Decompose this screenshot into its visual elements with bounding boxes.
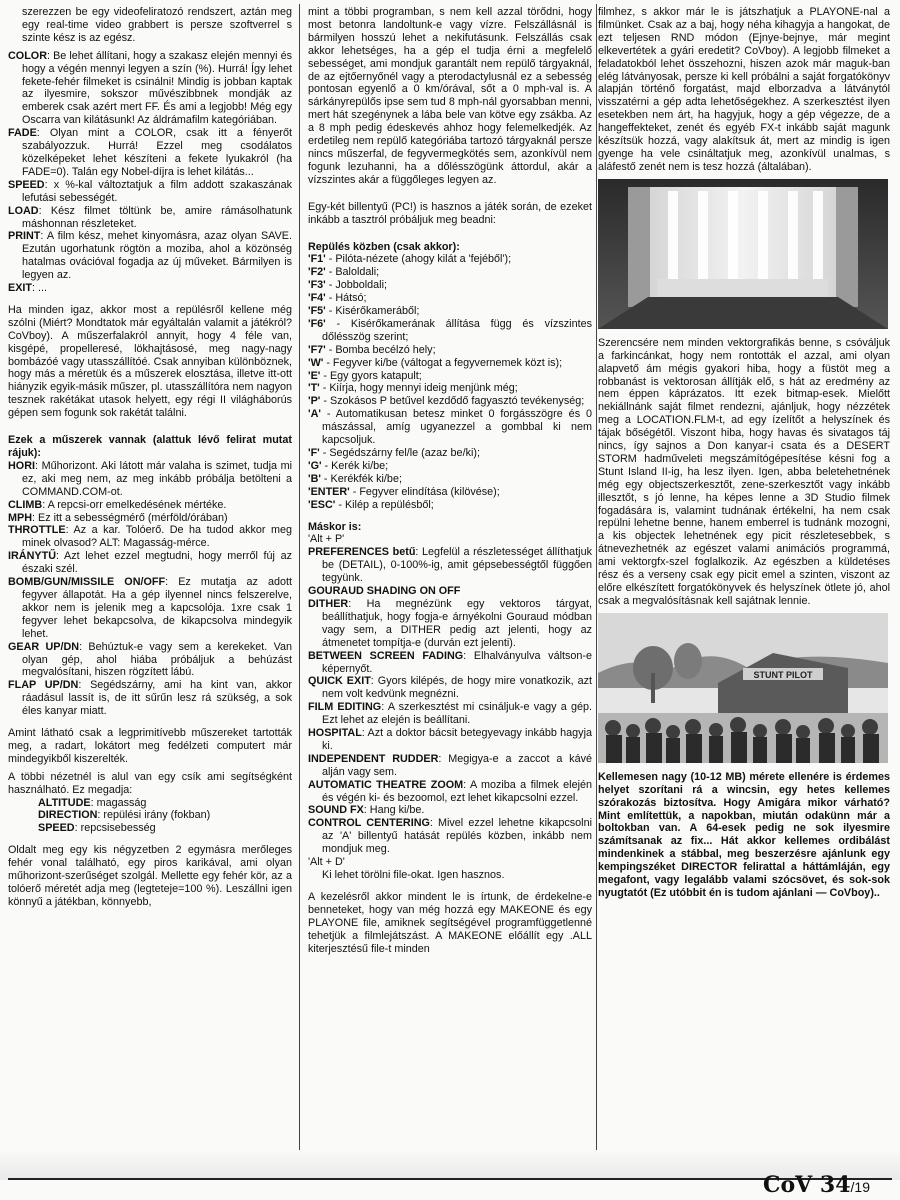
key-item — [308, 499, 592, 512]
page-number: /19 — [850, 1179, 870, 1195]
alt-d-text: Ki lehet törölni file-okat. Igen hasznos. — [322, 869, 505, 881]
instrument-item — [8, 576, 292, 641]
option-item — [308, 585, 592, 598]
key-item-text: - Fegyver ki/be (váltogat a fegyvernemek közt is); — [323, 356, 563, 369]
key-item-text: - Baloldali; — [325, 266, 380, 279]
status-item-key: DIRECTION — [38, 809, 98, 822]
status-item-key: ALTITUDE — [38, 796, 91, 809]
instrument-item-text: : Segédszárny, ami ha kint van, akkor ráadásul lassít is, de itt sűrűn lesz rá szükség, a sok éles kanyar miatt. — [22, 679, 292, 718]
key-item-text: - Kilép a repülésből; — [335, 498, 434, 511]
key-item — [308, 292, 592, 305]
page-footer — [763, 1172, 870, 1198]
menu-item — [8, 179, 292, 205]
paragraph: Egy-két billentyű (PC!) is hasznos a játék során, de ezeket inkább a tasztról próbáljuk meg beadni: — [308, 200, 592, 226]
key-item-key: 'F6' — [308, 317, 326, 330]
option-item — [308, 650, 592, 676]
menu-item-text: : Kész filmet töltünk be, amire rámásolhatunk máshonnan részleteket. — [22, 204, 292, 230]
menu-item-text: : ... — [32, 282, 47, 295]
menu-item-key: SPEED — [8, 178, 45, 191]
keyboard-list — [308, 253, 592, 511]
option-item-text: : Megigya-e a zaccot a kávé alján vagy sem. — [322, 752, 592, 778]
screenshot-cinema — [598, 179, 888, 329]
instrument-list — [8, 460, 292, 718]
key-item-text: - Egy gyors katapult; — [320, 369, 422, 382]
instrument-item — [8, 499, 292, 512]
status-item — [38, 809, 292, 822]
key-item-text: - Szokásos P betűvel kezdődő fagyasztó tevékenység; — [320, 395, 585, 408]
instrument-item-text: : Azt lehet ezzel megtudni, hogy merről fúj az északi szél. — [22, 550, 292, 576]
paragraph: mint a többi programban, s nem kell azzal törődni, hogy most betonra landoltunk-e vagy vízre. Felszállásnál is bármilyen hosszú lehet a nekifutásunk. Felszállás csak akkor lehetséges, ha a gép el tudja érni a megfelelő sebességet, ami mondjuk garantált nem repülő tárgyaknál, de az ejtőernyőnél vagy a pterodactylusnál ez a sebesség pontosan egyenlő a 0 km/órával, sőt a 0 mph-val is. A sárkányrepülős ipse sem tud 8 mph-nál gyorsabban menni, mert hát szegénynek a lába bele van kötve egy zsákba. Az a 8 mph pedig édeskevés ahhoz hogy felemelkedjék. Az erdetileg nem repülő kategóriába tartozó tárgyaknál persze nincs műszerfal, de fegyvermegkötés sem, azonkívül nem fogunk lezuhanni, ha a dőlésszögünk áttordul, akár a vízszintes akár a függőleges legyen az. — [308, 6, 592, 186]
key-item — [308, 395, 592, 408]
option-item-text: : A moziba a filmek elején és végén ki- és bezoomol, ezt lehet kikapcsolni ezzel. — [322, 778, 592, 804]
key-item — [308, 357, 592, 370]
column-1 — [8, 6, 292, 914]
menu-item-text: : Olyan mint a COLOR, csak itt a fényerőt szabályozzuk. Hurrá! Ezzel meg csodálatos közelképeket lehet készíteni a fekete lyukakról (ha FADE=0). Talán egy Nobel-díjra is lehet kilátás... — [22, 127, 292, 178]
option-item-key: QUICK EXIT — [308, 675, 371, 688]
key-item — [308, 486, 592, 499]
key-item-text: - Kisérőkamerának állítása függ és vízszintes dőlésszög szerint; — [322, 317, 592, 343]
key-item-text: - Kiírja, hogy mennyi ideig menjünk még; — [319, 382, 518, 395]
key-item-key: 'G' — [308, 459, 322, 472]
instrument-item-key: CLIMB — [8, 498, 43, 511]
option-item-text: : Azt a doktor bácsit betegyevagy inkább hagyja ki. — [322, 727, 592, 752]
key-item — [308, 460, 592, 473]
instrument-item-key: GEAR UP/DN — [8, 640, 80, 653]
key-item-key: 'F7' — [308, 343, 326, 356]
key-item — [308, 382, 592, 395]
key-item-text: - Kerékfék ki/be; — [320, 472, 402, 485]
key-item — [308, 370, 592, 383]
option-item-key: HOSPITAL — [308, 727, 362, 740]
instrument-item-text: : Műhorizont. Aki látott már valaha is szimet, tudja mi ez, aki meg nem, az meg inkább próbálja betölteni a COMMAND.COM-ot. — [22, 459, 292, 498]
status-item — [38, 822, 292, 835]
other-keys-heading: Máskor is: — [308, 520, 362, 533]
instrument-item-key: HORI — [8, 459, 35, 472]
status-item-text: : repcsisebesség — [74, 822, 156, 835]
key-item-key: 'W' — [308, 356, 324, 369]
paragraph: Szerencsére nem minden vektorgrafikás benne, s csóváljuk a farkincánkat, hogy nem rontották el azzal, ami olyan alapvető ám mégis gyakori hiba, hogy a füstöt meg a robbanást is vektorosan állítják elő, s hát az eredmény az nem éppen káprázatos. Itt ezek bitmap-esek. Mielőtt nekiállnánk saját filmet rendezni, ajánljuk, hogy nézzétek meg a LOCATION.FLM-t, ad egy ízelítőt a helyszínek és tájak bőségétől. Viszont hiba, hogy havas és sivatagos táj nincs, így sajnos a Don kanyar-i csata és a DESERT STORM hadműveleti megszámítógépesítése késni fog a Stunt Island II-ig, ha lesz ilyen. Igen, abba beletehetnének még egy objectszerkesztőt, zene-szerkesztőt vagy inkább illesztőt, s jó lenne, ha képes lenne a 3D Studio filmek fogadására is, valamint tudnának értékelni, ha nem csak repülni lehetne benne, hanem emberrel is tudnánk mozogni, a kis objectek lehetnének egy picit részletesebbek, s átnevezhetnék az egészet valami animációs programmá, ami vektorgfx-szel foglalkozik. Az egészben a küldetéses rész és a verseny csak egy picit emel a szinten, viszont az előre elkészített forgatókönyvek és helyszínek ötlete jó, ahol csak a megvalósításnak kell sajátnak lennie. — [598, 336, 890, 607]
key-item-key: 'F' — [308, 447, 320, 459]
menu-item — [8, 230, 292, 282]
key-item-key: 'E' — [308, 369, 321, 382]
key-item-text: - Bomba becélzó hely; — [325, 343, 436, 356]
option-item-key: AUTOMATIC THEATRE ZOOM — [308, 778, 464, 791]
paragraph: filmhez, s akkor már le is játszhatjuk a PLAYONE-nal a filmünket. Csak az a baj, hogy néha kihagyja a hangokat, de ezt teljesen RND módon (Ejnye-bejnye, már megint elkevertétek a gyári eredetit? CoVboy). A legjobb filmeket a feladatokból lehet összehozni, hiszen azok már maguk-ban elég látványosak, persze ki kell próbálni a saját forgatókönyv alapján történő forgatást, majd elborzadva a látványtól visszatérni a gép adta lehetőségekhez. A szerkesztést ilyen esetekben nem árt, ha hagyjuk, hogy a gép végezze, de a hangeffekteket, zenét és egyéb FX-t inkább saját magunk készítsük hozzá, vagy alakítsuk át, mert az mindig is igen gyenge ha vele csináltatjuk meg, azonkívül unalmas, s aláfestő zenét nem is tesz hozzá (általában). — [598, 6, 890, 173]
instrument-item-key: MPH — [8, 511, 32, 524]
key-item-text: - Hátsó; — [325, 292, 367, 305]
key-item-text: - Segédszárny fel/le (azaz be/ki); — [319, 447, 480, 459]
instrument-item-text: : A repcsi-orr emelkedésének mértéke. — [42, 498, 227, 511]
option-item-text: : Hang ki/be. — [363, 804, 425, 817]
key-item — [308, 253, 592, 266]
status-item-key: SPEED — [38, 822, 75, 835]
alt-p-label: 'Alt + P' — [308, 533, 345, 546]
option-item — [308, 675, 592, 701]
option-item-key: PREFERENCES betű — [308, 546, 416, 559]
instrument-item-key: BOMB/GUN/MISSILE ON/OFF — [8, 576, 166, 589]
key-item — [308, 266, 592, 279]
menu-item — [8, 127, 292, 179]
option-item-key: FILM EDITING — [308, 701, 382, 714]
status-item-text: : repülési irány (fokban) — [97, 809, 211, 822]
option-item-key: BETWEEN SCREEN FADING — [308, 649, 464, 662]
menu-item-key: FADE — [8, 127, 37, 140]
option-item-text: : Ha megnézünk egy vektoros tárgyat, beállíthatjuk, hogy fogja-e árnyékolni Gouraud módban vagy sem, a DITHER pedig azt jelenti, hogy az átmenetet tompítja-e (durván ezt jelenti). — [322, 597, 592, 649]
paragraph: Amint látható csak a legprimitívebb műszereket tartották meg, a radart, lokátort meg fedélzeti computert már mindegyikből kiszerelték. — [8, 727, 292, 765]
column-2 — [308, 6, 592, 960]
option-item — [308, 779, 592, 805]
status-item — [38, 797, 292, 810]
option-item-text: : Gyors kilépés, de hogy mire vonatkozik, azt nem volt kedvünk megnézni. — [322, 675, 592, 701]
option-item-key: SOUND FX — [308, 804, 364, 817]
key-item-text: - Jobboldali; — [325, 279, 387, 292]
key-item-key: 'F5' — [308, 305, 326, 318]
key-item-key: 'ENTER' — [308, 485, 350, 498]
instrument-item — [8, 550, 292, 576]
instrument-item — [8, 679, 292, 718]
status-bar-list — [8, 797, 292, 836]
column-3 — [598, 6, 890, 905]
menu-item — [8, 205, 292, 231]
alt-d-label: 'Alt + D' — [308, 856, 345, 869]
instrument-item-text: : Ez mutatja az adott fegyver állapotát. Ha a gép ilyennel nincs felszerelve, akkor nem is jelenik meg a kapcsolója. 1xre csak 1 fegyver lehet bekapcsolva, de kikapcsolva mindegyik lehet. — [22, 576, 292, 640]
option-item — [308, 598, 592, 650]
key-item-key: 'F1' — [308, 253, 326, 266]
instrument-item-text: : Behúztuk-e vagy sem a kerekeket. Van olyan gép, ahol hiába próbáljuk a behúzást megvalósítani, hiszen rögzített lábú. — [22, 640, 292, 679]
option-item — [308, 804, 592, 817]
paragraph: Ha minden igaz, akkor most a repülésről kellene még szólni (Miért? Mondtatok már egyáltalán valamit a játékról? CoVboy). A műszerfalakról annyit, hogy 4 féle van, kisgépé, propelleresé, lökhajtásosé, meg nagy-nagy bombázóé vagy utasszállítóé. Csak annyiban különböznek, hogy más a méretük és a műszerek elosztása, illetve itt-ott hiányzik egyik-másik műszer, pl. utasszállítóra nem nagyon tesznek rakétákat utasok helyett, egy régi II világháborús gépen sem fogunk sok rakétát találni. — [8, 303, 292, 420]
screenshot-stunt-pilot — [598, 613, 888, 763]
key-item — [308, 279, 592, 292]
key-item-text: - Kerék ki/be; — [321, 459, 389, 472]
intro-text: szerezzen be egy videofeliratozó rendszert, aztán meg egy real-time video grabbert is persze szoftverrel s szinte kész is az egész. — [22, 6, 292, 44]
instrument-item — [8, 512, 292, 525]
option-item — [308, 701, 592, 727]
menu-item — [8, 282, 292, 295]
column-divider — [596, 4, 597, 1154]
instrument-item-text: : Ez itt a sebességmérő (mérföld/órában) — [32, 511, 228, 524]
option-item-key: INDEPENDENT RUDDER — [308, 752, 439, 765]
key-item-key: 'F3' — [308, 279, 326, 292]
key-item — [308, 305, 592, 318]
instrument-item — [8, 641, 292, 680]
paragraph: A többi nézetnél is alul van egy csík ami segítségként használható. Ez megadja: — [8, 770, 292, 796]
option-item — [308, 727, 592, 753]
key-item-key: 'F4' — [308, 292, 326, 305]
option-item-text: : A szerkesztést mi csináljuk-e vagy a gép. Ezt lehet az elején is beállítani. — [322, 701, 592, 727]
key-item — [308, 473, 592, 486]
instrument-item-text: : Az a kar. Tolóerő. De ha tudod akkor meg minek olvasod? ALT: Magasság-mérce. — [22, 524, 292, 550]
menu-item — [8, 50, 292, 127]
menu-item-text: : x %-kal változtatjuk a film addott szakaszának lefutási sebességét. — [22, 178, 292, 204]
menu-item-key: PRINT — [8, 230, 41, 243]
key-item-key: 'ESC' — [308, 498, 336, 511]
menu-item-key: LOAD — [8, 204, 39, 217]
key-item-key: 'P' — [308, 395, 321, 408]
film-menu-list — [8, 50, 292, 295]
option-item-text: : Legfelül a részletességet állíthatjuk be (DETAIL), 0-100%-ig, amit gépsebességtől függően tegyünk. — [322, 546, 592, 585]
menu-item-text: : Be lehet állítani, hogy a szakasz elején mennyi és hogy a végén mennyi legyen a szín (%). Hurrá! Így lehet fekete-fehér filmeket is csinálni! Mindig is jobban kaptak az ilyesmire, sokszor művészibbnek mondják az emberek csak azért mert FF. És ami a legjobb! Még egy Oscarra van kilátásunk! Az áldrámafilm kategóriában. — [22, 49, 292, 127]
magazine-brand: CoV 34 — [763, 1172, 851, 1198]
keys-heading: Repülés közben (csak akkor): — [308, 240, 460, 253]
option-item-text: : Elhalványulva váltson-e képernyőt. — [322, 649, 592, 675]
paragraph: A kezelésről akkor mindent le is írtunk, de érdekelne-e benneteket, hogy van még hozzá egy MAKEONE és egy PLAYONE file, amiknek segítségével programfüggetlenné tehetjük a filmlejátszást. A MAKEONE előállít egy .ALL kiterjesztésű file-t minden — [308, 890, 592, 955]
status-item-text: : magasság — [90, 796, 147, 809]
option-item-key: CONTROL CENTERING — [308, 817, 430, 830]
option-item — [308, 817, 592, 856]
menu-item-key: COLOR — [8, 49, 47, 62]
key-item — [308, 318, 592, 344]
key-item-key: 'B' — [308, 472, 321, 485]
key-item — [308, 344, 592, 357]
instrument-item — [8, 524, 292, 550]
instrument-item-key: IRÁNYTŰ — [8, 550, 56, 563]
key-item-text: - Fegyver elindítása (kilövése); — [349, 485, 500, 498]
column-divider — [299, 4, 300, 1154]
instrument-item-key: FLAP UP/DN — [8, 679, 79, 692]
key-item-text: - Pilóta-nézete (ahogy kilát a 'fejéből'); — [325, 253, 512, 266]
key-item-key: 'T' — [308, 382, 320, 395]
menu-item-text: : A film kész, mehet kinyomásra, azaz olyan SAVE. Ezután ugorhatunk rögtön a moziba, ahol a közönség hatalmas ovációval fogadja az új műveket. Bármilyen is legyen az. — [22, 230, 292, 282]
key-item-text: - Automatikusan betesz minket 0 forgásszögre és 0 mászással, amíg ugyanezzel a gombbal ki nem kapcsoljuk. — [320, 408, 592, 447]
key-item-key: 'F2' — [308, 266, 326, 279]
preferences-list — [308, 546, 592, 856]
key-item-key: 'A' — [308, 408, 321, 421]
option-item-key: GOURAUD SHADING ON OFF — [308, 585, 461, 598]
instrument-item — [8, 460, 292, 499]
option-item — [308, 753, 592, 779]
footer-rule — [8, 1178, 892, 1180]
option-item-key: DITHER — [308, 597, 349, 610]
stunt-pilot-sign: STUNT PILOT — [753, 669, 813, 680]
option-item — [308, 546, 592, 585]
instrument-heading: Ezek a műszerek vannak (alattuk lévő felirat mutat rájuk): — [8, 434, 292, 459]
option-item-text: : Mivel ezzel lehetne kikapcsolni az 'A' billentyű hatását repülés közben, inkább nem mondjuk meg. — [322, 817, 592, 856]
photo-caption: Kellemesen nagy (10-12 MB) mérete ellenére is érdemes helyet szorítani rá a wincsin, egy hetes kellemes szórakozás biztosítva. Hogy Amigára mikor várható? Mint említettük, a napokban, miután odakünn már a boltokban van. A 64-esek pedig ne sok ilyesmire számítsanak az fix... Hát akkor kellemes ordibálást mindenkinek a stábbal, meg beszerzésre ajánlunk egy kempingszéket DIRECTOR felirattal a háttámláján, egy megafont, vagy legalább valami szócsövet, és sok-sok nyugtatót (Ez utóbbit én is tudom ajánlani — CoVboy).. — [598, 770, 890, 899]
instrument-item-key: THROTTLE — [8, 524, 66, 537]
paragraph: Oldalt meg egy kis négyzetben 2 egymásra merőleges fehér vonal található, egy piros karikával, ami olyan műhorizont-szerűséget szolgál. Mellette egy fehér kör, az a tolóerő méretét adja meg (legteteje=100 %). Leszállni igen könnyű a játékban, könnyebb, — [8, 844, 292, 908]
key-item-text: - Kisérőkameráből; — [325, 305, 420, 318]
key-item — [308, 447, 592, 460]
key-item — [308, 408, 592, 447]
menu-item-key: EXIT — [8, 282, 32, 295]
